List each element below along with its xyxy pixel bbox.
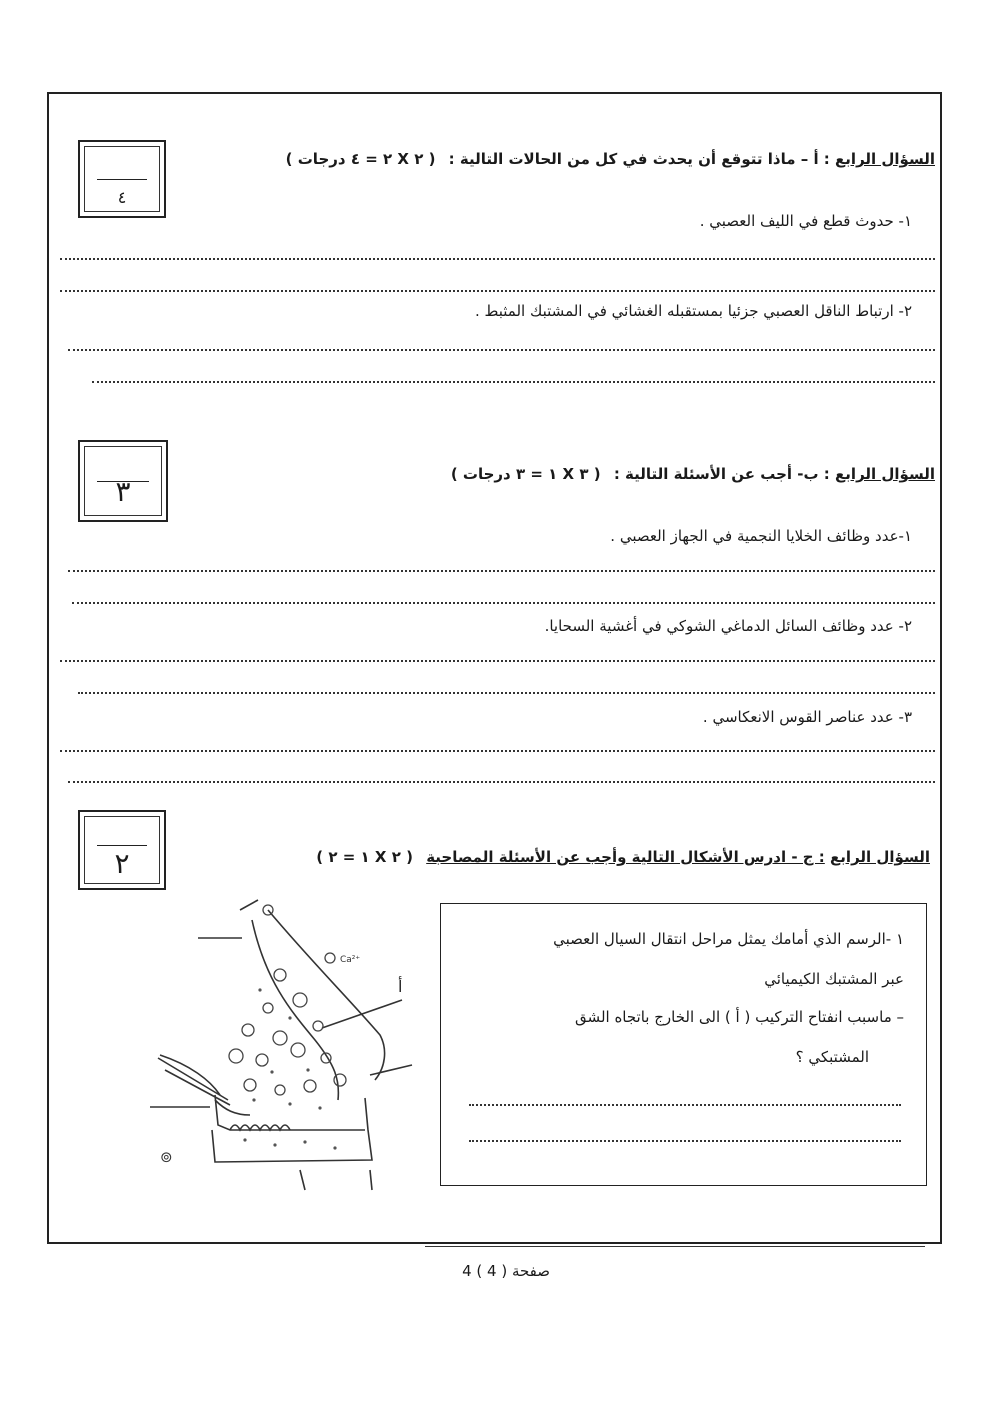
question-marks: ( ٢ X ١ = ٢ ) [316,848,413,866]
question-item: ٣- عدد عناصر القوس الانعكاسي . [702,708,912,726]
question-marks: ( ٣ X ١ = ٣ درجات ) [450,465,601,483]
score-box-q2 [78,440,168,522]
box-line: – ماسبب انفتاح التركيب ( أ ) الى الخارج باتجاه الشق [575,1008,904,1026]
score-value: ٢ [114,847,130,880]
question-instruction: : أ – ماذا تتوقع أن يحدث في كل من الحالات التالية : [448,150,830,168]
question-label: السؤال الرابع [835,150,935,168]
question-item: ٢- ارتباط الناقل العصبي جزئيا بمستقبله الغشائي في المشتبك المثبط . [474,302,912,320]
score-value: ٤ [117,188,127,207]
score-box-q1 [78,140,166,218]
answer-line[interactable] [72,602,935,604]
question-label: السؤال الرابع [835,465,935,483]
answer-line[interactable] [92,381,935,383]
answer-line[interactable] [469,1104,901,1106]
question-marks: ( ٢ X ٢ = ٤ درجات ) [285,150,436,168]
score-value: ٣ [115,475,131,508]
answer-line[interactable] [60,258,935,260]
footer-rule [425,1246,925,1247]
answer-line[interactable] [60,660,935,662]
question-item: ٢- عدد وظائف السائل الدماغي الشوكي في أغشية السحايا. [544,617,912,635]
question-box [440,903,927,1186]
question-item: ١-عدد وظائف الخلايا النجمية في الجهاز العصبي . [610,527,912,545]
answer-line[interactable] [78,692,935,694]
diagram-label-ca: Ca²⁺ [340,955,361,965]
question-item: ١- حدوث قطع في الليف العصبي . [699,212,912,230]
answer-line[interactable] [68,781,935,783]
page-number: صفحة ( 4 ) 4 [462,1262,550,1280]
answer-line[interactable] [68,570,935,572]
question-instruction: : ب- أجب عن الأسئلة التالية : [613,465,830,483]
svg-text:⊚: ⊚ [160,1148,173,1166]
answer-line[interactable] [68,349,935,351]
question-heading [316,848,930,866]
answer-line[interactable] [60,750,935,752]
score-box-q3 [78,810,166,890]
box-line: عبر المشتبك الكيميائي [764,970,904,988]
synapse-diagram [140,890,430,1210]
question-instruction: : ج - ادرس الأشكال التالية وأجب عن الأسئلة المصاحبة [426,848,825,866]
question-heading [286,150,935,168]
question-heading [451,465,935,483]
answer-line[interactable] [469,1140,901,1142]
box-line: ١ -الرسم الذي أمامك يمثل مراحل انتقال السيال العصبي [553,930,904,948]
question-label: السؤال الرابع [830,848,930,866]
answer-line[interactable] [60,290,935,292]
diagram-label-a: أ [398,977,403,996]
box-line: المشتبكي ؟ [795,1048,869,1066]
